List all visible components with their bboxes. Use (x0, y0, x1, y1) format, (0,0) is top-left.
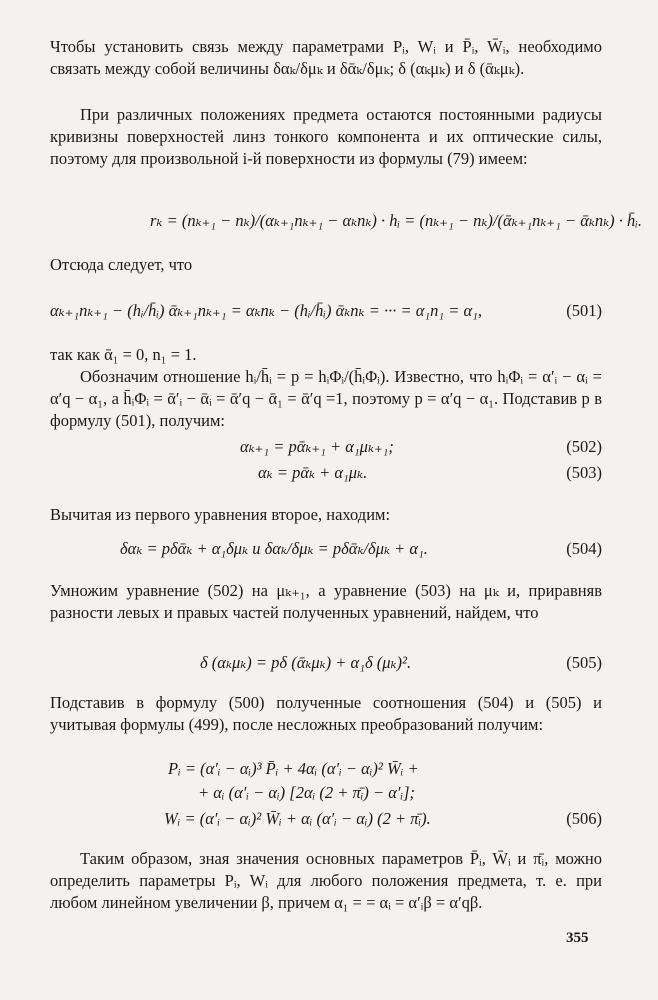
equation-506-line-1: Pᵢ = (α′ᵢ − αᵢ)³ P̄ᵢ + 4αᵢ (α′ᵢ − αᵢ)² W̄ᵢ + (168, 759, 419, 778)
equation-rk-formula: rₖ = (nₖ₊₁ − nₖ)/(αₖ₊₁nₖ₊₁ − αₖnₖ) · hᵢ = (nₖ₊₁ − nₖ)/(ᾱₖ₊₁nₖ₊₁ − ᾱₖnₖ) · h̄ᵢ. (150, 211, 643, 230)
equation-501 (50, 290, 602, 334)
equation-506-line-2: + αᵢ (α′ᵢ − αᵢ) [2αᵢ (2 + π̄ᵢ) − α′ᵢ]; (198, 783, 416, 802)
paragraph-subtract: Вычитая из первого уравнения второе, находим: (50, 505, 391, 524)
equation-503 (50, 462, 602, 486)
equation-503-formula: αₖ = pᾱₖ + α₁μₖ. (258, 463, 368, 482)
equation-506-number: (506) (566, 809, 602, 828)
paragraph-conclusion: Таким образом, зная значения основных параметров P̄ᵢ, W̄ᵢ и π̄ᵢ, можно определить параметры Pᵢ, Wᵢ для любого положения предмета, т. е. при любом линейном увеличении β, причем α₁ = = αᵢ = α′ᵢβ = α′qβ. (50, 849, 602, 912)
equation-501-formula: αₖ₊₁nₖ₊₁ − (hᵢ/h̄ᵢ) ᾱₖ₊₁nₖ₊₁ = αₖnₖ − (hᵢ/h̄ᵢ) ᾱₖnₖ = ··· = α₁n₁ = α₁, (50, 301, 482, 320)
equation-502-number: (502) (566, 437, 602, 456)
paragraph-constant-radii: При различных положениях предмета остаются постоянными радиусы кривизны поверхностей линз тонкого компонента и их оптические силы, поэтому для произвольной i-й поверхности из формулы (79) имеем: (50, 105, 602, 168)
paragraph-multiply: Умножим уравнение (502) на μₖ₊₁, а уравнение (503) на μₖ и, приравняв разности левых и правых частей полученных уравнений, найдем, что (50, 581, 602, 622)
equation-505-number: (505) (566, 653, 602, 672)
page-number: 355 (566, 930, 589, 946)
equation-506 (50, 758, 602, 838)
equation-504-number: (504) (566, 539, 602, 558)
equation-rk (50, 200, 643, 244)
paragraph-hence: Отсюда следует, что (50, 255, 193, 274)
paragraph-ratio: Обозначим отношение hᵢ/h̄ᵢ = p = hᵢΦᵢ/(h̄ᵢΦᵢ). Известно, что hᵢΦᵢ = α′ᵢ − αᵢ = α′q − α₁, а h̄ᵢΦᵢ = ᾱ′ᵢ − ᾱᵢ = ᾱ′q − ᾱ₁ = ᾱ′q =1, поэтому p = α′q − α₁. Подставив p в формулу (501), получим: (50, 367, 602, 430)
paragraph-since: так как ᾱ₁ = 0, n₁ = 1. (50, 345, 197, 364)
equation-502 (50, 436, 602, 460)
equation-502-formula: αₖ₊₁ = pᾱₖ₊₁ + α₁μₖ₊₁; (240, 437, 394, 456)
equation-505-formula: δ (αₖμₖ) = pδ (ᾱₖμₖ) + α₁δ (μₖ)². (200, 653, 412, 672)
paragraph-intro: Чтобы установить связь между параметрами Pᵢ, Wᵢ и P̄ᵢ, W̄ᵢ, необходимо связать между собой величины δαₖ/δμₖ и δᾱₖ/δμₖ; δ (αₖμₖ) и δ (ᾱₖμₖ). (50, 37, 602, 78)
equation-505 (50, 652, 602, 676)
equation-504-formula: δαₖ = pδᾱₖ + α₁δμₖ и δαₖ/δμₖ = pδᾱₖ/δμₖ + α₁. (120, 539, 428, 558)
paragraph-substitute: Подставив в формулу (500) полученные соотношения (504) и (505) и учитывая формулы (499), после несложных преобразований получим: (50, 693, 602, 734)
equation-503-number: (503) (566, 463, 602, 482)
equation-506-line-3: Wᵢ = (α′ᵢ − αᵢ)² W̄ᵢ + αᵢ (α′ᵢ − αᵢ) (2 + π̄ᵢ). (164, 809, 431, 828)
equation-504 (50, 538, 602, 562)
equation-501-number: (501) (566, 301, 602, 320)
